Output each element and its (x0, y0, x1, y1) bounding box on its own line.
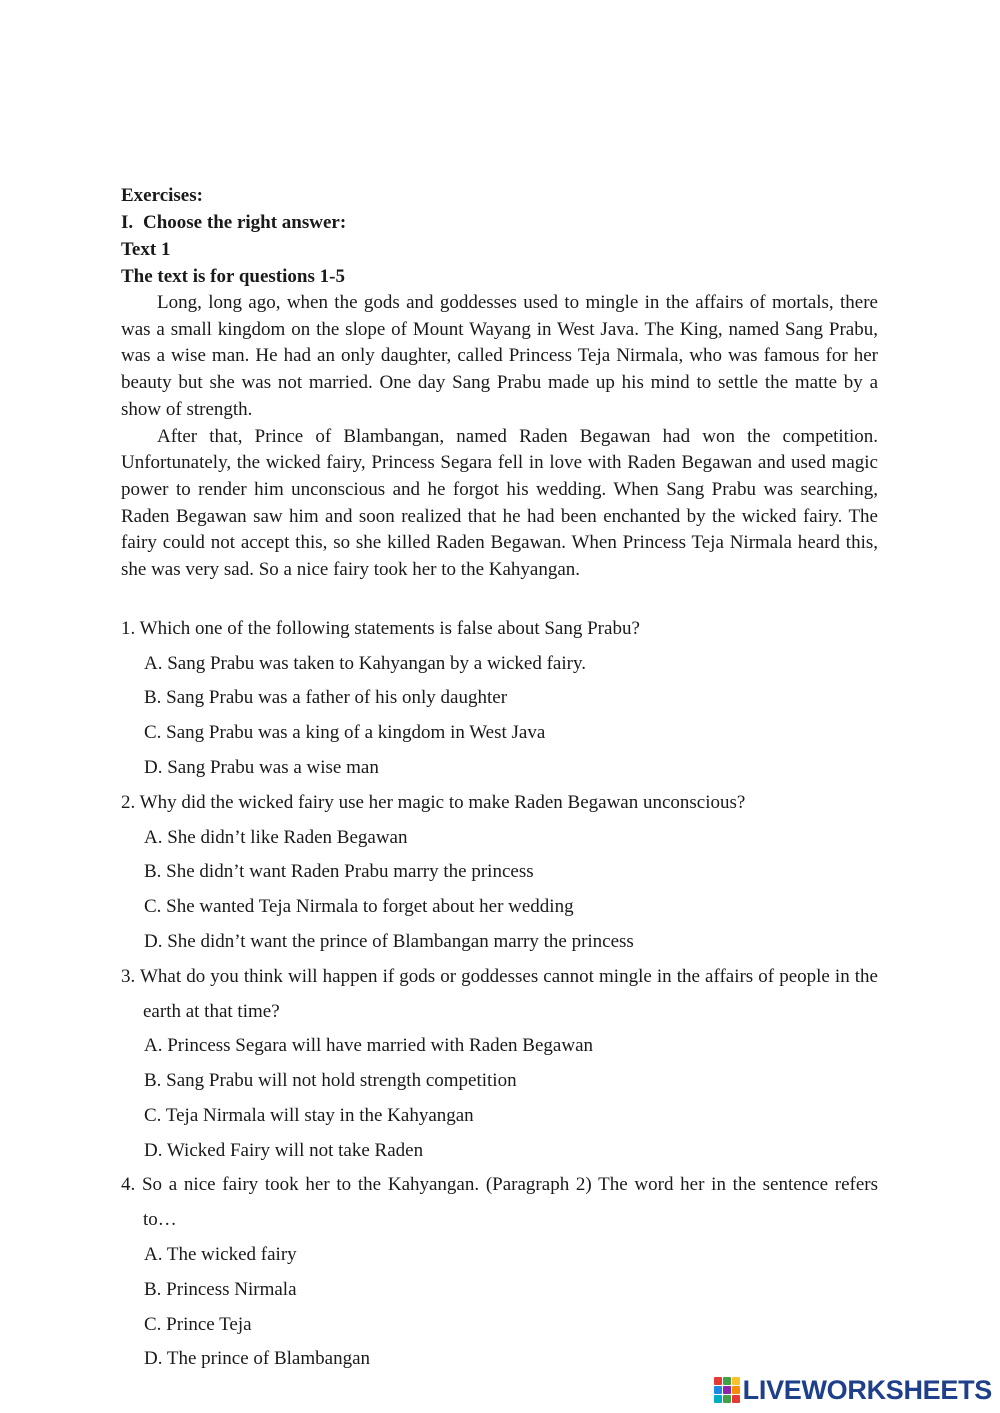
question-text: 2. Why did the wicked fairy use her magic to make Raden Begawan unconscious? (121, 791, 746, 813)
section-title: Choose the right answer: (143, 212, 347, 233)
exercises-heading: Exercises: (121, 185, 203, 206)
answer-option-c[interactable]: C. Teja Nirmala will stay in the Kahyangan (144, 1104, 474, 1126)
question-4 (121, 1168, 878, 1377)
answer-option-c[interactable]: C. Sang Prabu was a king of a kingdom in West Java (144, 722, 546, 744)
answer-option-d[interactable]: D. The prince of Blambangan (144, 1348, 370, 1370)
answer-option-b[interactable]: B. Sang Prabu will not hold strength competition (144, 1070, 517, 1092)
logo-square (732, 1377, 740, 1385)
section-number: I. (121, 212, 134, 233)
liveworksheets-footer[interactable] (714, 1371, 992, 1409)
answer-option-a[interactable]: A. She didn’t like Raden Begawan (144, 826, 408, 848)
logo-square (714, 1386, 722, 1394)
logo-square (723, 1377, 731, 1385)
brand-wordmark: LIVEWORKSHEETS (742, 1374, 992, 1405)
answer-option-a[interactable]: A. Princess Segara will have married with Raden Begawan (144, 1035, 594, 1057)
answer-option-d[interactable]: D. Wicked Fairy will not take Raden (144, 1139, 424, 1161)
logo-square (714, 1377, 722, 1385)
answer-option-a[interactable]: A. Sang Prabu was taken to Kahyangan by a wicked fairy. (144, 652, 586, 674)
question-3 (121, 960, 878, 1169)
text-scope: The text is for questions 1-5 (121, 266, 345, 287)
question-2 (121, 786, 878, 960)
logo-square (723, 1395, 731, 1403)
logo-square (714, 1395, 722, 1403)
answer-option-d[interactable]: D. Sang Prabu was a wise man (144, 756, 379, 778)
question-text: 1. Which one of the following statements is false about Sang Prabu? (121, 617, 640, 639)
passage-paragraph-2: After that, Prince of Blambangan, named Raden Begawan had won the competition. Unfortunately, the wicked fairy, Princess Segara fell in love with Raden Begawan and used magic power to render him unconscious and he forgot his wedding. When Sang Prabu was searching, Raden Begawan saw him and soon realized that he had been enchanted by the wicked fairy. The fairy could not accept this, so she killed Raden Begawan. When Princess Teja Nirmala heard this, she was very sad. So a nice fairy took her to the Kahyangan. (121, 425, 878, 581)
answer-option-c[interactable]: C. She wanted Teja Nirmala to forget about her wedding (144, 896, 574, 918)
question-text: 3. What do you think will happen if gods or goddesses cannot mingle in the affairs of people in the earth at that time? (121, 965, 878, 1022)
question-1 (121, 612, 878, 786)
answer-option-c[interactable]: C. Prince Teja (144, 1313, 252, 1335)
answer-option-b[interactable]: B. Sang Prabu was a father of his only daughter (144, 687, 508, 709)
passage-paragraph-1: Long, long ago, when the gods and goddesses used to mingle in the affairs of mortals, there was a small kingdom on the slope of Mount Wayang in West Java. The King, named Sang Prabu, was a wise man. He had an only daughter, called Princess Teja Nirmala, who was famous for her beauty but she was not married. One day Sang Prabu made up his mind to settle the matte by a show of strength. (121, 292, 878, 420)
answer-option-b[interactable]: B. Princess Nirmala (144, 1278, 297, 1300)
answer-option-a[interactable]: A. The wicked fairy (144, 1244, 297, 1266)
worksheet-content (121, 182, 878, 1377)
question-list (121, 612, 878, 1378)
text-label: Text 1 (121, 239, 171, 260)
logo-square (723, 1386, 731, 1394)
question-text: 4. So a nice fairy took her to the Kahyangan. (Paragraph 2) The word her in the sentence refers to… (121, 1174, 878, 1231)
answer-option-d[interactable]: D. She didn’t want the prince of Blambangan marry the princess (144, 930, 634, 952)
liveworksheets-logo-icon (714, 1377, 740, 1403)
answer-option-b[interactable]: B. She didn’t want Raden Prabu marry the princess (144, 861, 534, 883)
section-heading (121, 209, 878, 236)
logo-square (732, 1386, 740, 1394)
logo-square (732, 1395, 740, 1403)
